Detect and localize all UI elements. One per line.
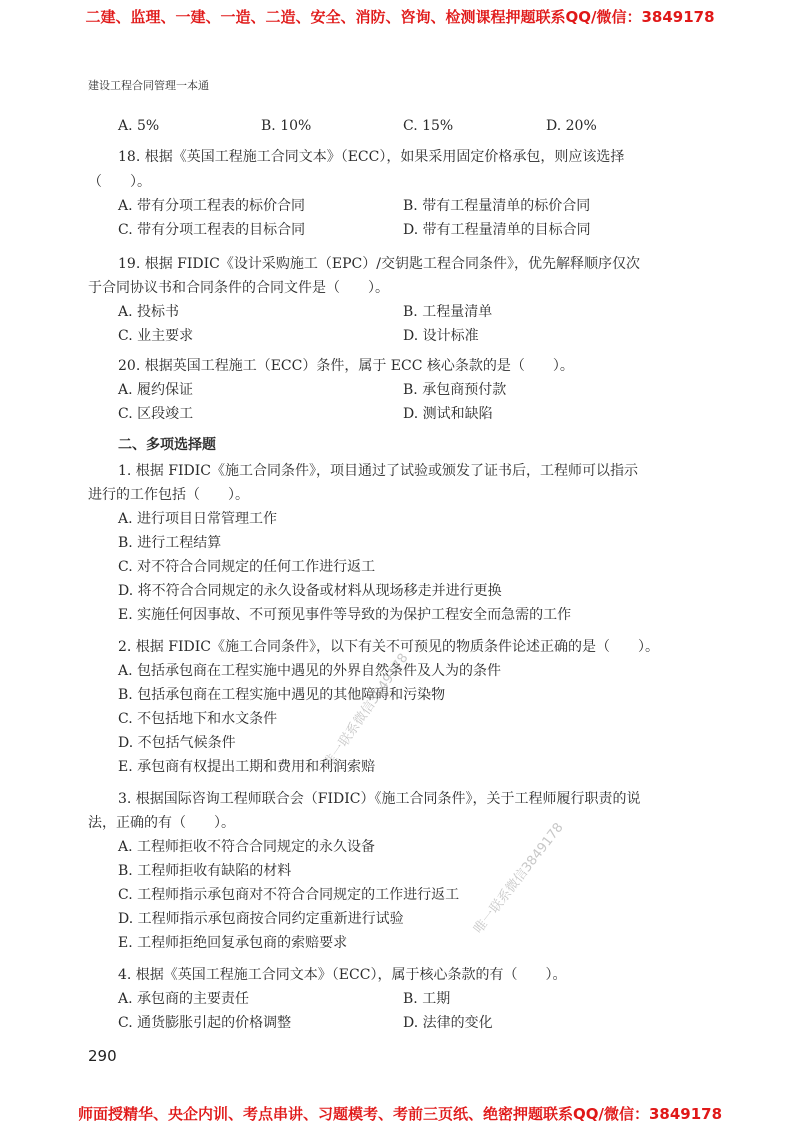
q19-option-b: B. 工程量清单 [403,304,493,320]
m2-option-a: A. 包括承包商在工程实施中遇见的外界自然条件及人为的条件 [118,663,502,679]
m1-option-e: E. 实施任何因事故、不可预见事件等导致的为保护工程安全而急需的工作 [118,607,572,623]
q18-option-d: D. 带有工程量清单的目标合同 [403,222,591,238]
m1-stem-line1: 1. 根据 FIDIC《施工合同条件》，项目通过了试验或颁发了证书后，工程师可以指示 [118,463,638,479]
m2-option-e: E. 承包商有权提出工期和费用和利润索赔 [118,759,376,775]
running-head: 建设工程合同管理一本通 [88,79,209,92]
m3-stem-line2: 法，正确的有（ ）。 [88,815,235,831]
q17-option-b: B. 10% [261,118,312,134]
q18-option-c: C. 带有分项工程表的目标合同 [118,222,306,238]
m2-option-d: D. 不包括气候条件 [118,735,236,751]
q20-option-c: C. 区段竣工 [118,406,194,422]
m1-option-b: B. 进行工程结算 [118,535,222,551]
q19-stem-line2: 于合同协议书和合同条件的合同文件是（ ）。 [88,280,389,296]
q18-option-b: B. 带有工程量清单的标价合同 [403,198,591,214]
m3-option-d: D. 工程师指示承包商按合同约定重新进行试验 [118,911,404,927]
m2-option-c: C. 不包括地下和水文条件 [118,711,278,727]
m4-option-d: D. 法律的变化 [403,1015,493,1031]
m3-option-a: A. 工程师拒收不符合合同规定的永久设备 [118,839,376,855]
m2-stem-line1: 2. 根据 FIDIC《施工合同条件》，以下有关不可预见的物质条件论述正确的是（ ）。 [118,639,659,655]
q19-stem-line1: 19. 根据 FIDIC《设计采购施工（EPC）/交钥匙工程合同条件》，优先解释顺序仅次 [118,256,640,272]
m3-option-c: C. 工程师指示承包商对不符合合同规定的工作进行返工 [118,887,460,903]
m3-option-b: B. 工程师拒收有缺陷的材料 [118,863,292,879]
m1-stem-line2: 进行的工作包括（ ）。 [88,487,249,503]
q20-option-d: D. 测试和缺陷 [403,406,493,422]
m4-option-c: C. 通货膨胀引起的价格调整 [118,1015,292,1031]
m2-option-b: B. 包括承包商在工程实施中遇见的其他障碍和污染物 [118,687,446,703]
page-number: 290 [88,1047,117,1065]
m1-option-a: A. 进行项目日常管理工作 [118,511,278,527]
section-heading: 二、多项选择题 [118,437,216,453]
m3-stem-line1: 3. 根据国际咨询工程师联合会（FIDIC）《施工合同条件》，关于工程师履行职责的说 [118,791,641,807]
top-banner: 二建、监理、一建、一造、二造、安全、消防、咨询、检测课程押题联系QQ/微信：3849178 [85,8,715,26]
q18-stem-line1: 18. 根据《英国工程施工合同文本》（ECC），如果采用固定价格承包，则应该选择 [118,149,625,165]
watermark-diagonal-2: 唯一联系微信3849178 [471,820,567,937]
m4-stem-line1: 4. 根据《英国工程施工合同文本》（ECC），属于核心条款的有（ ）。 [118,967,567,983]
bottom-banner: 师面授精华、央企内训、考点串讲、习题模考、考前三页纸、绝密押题联系QQ/微信：3849178 [77,1105,723,1123]
q19-option-d: D. 设计标准 [403,328,479,344]
m1-option-d: D. 将不符合合同规定的永久设备或材料从现场移走并进行更换 [118,583,502,599]
m3-option-e: E. 工程师拒绝回复承包商的索赔要求 [118,935,348,951]
q17-option-d: D. 20% [546,118,597,134]
m1-option-c: C. 对不符合合同规定的任何工作进行返工 [118,559,376,575]
q19-option-c: C. 业主要求 [118,328,194,344]
q18-option-a: A. 带有分项工程表的标价合同 [118,198,306,214]
q20-option-a: A. 履约保证 [118,382,194,398]
q20-stem-line1: 20. 根据英国工程施工（ECC）条件，属于 ECC 核心条款的是（ ）。 [118,358,574,374]
m4-option-b: B. 工期 [403,991,451,1007]
q19-option-a: A. 投标书 [118,304,180,320]
q18-stem-line2: （ ）。 [88,174,151,190]
m4-option-a: A. 承包商的主要责任 [118,991,250,1007]
q20-option-b: B. 承包商预付款 [403,382,507,398]
watermark-diagonal: 唯一联系微信3849178 [321,650,412,771]
q17-option-c: C. 15% [403,118,454,134]
q17-option-a: A. 5% [118,118,160,134]
